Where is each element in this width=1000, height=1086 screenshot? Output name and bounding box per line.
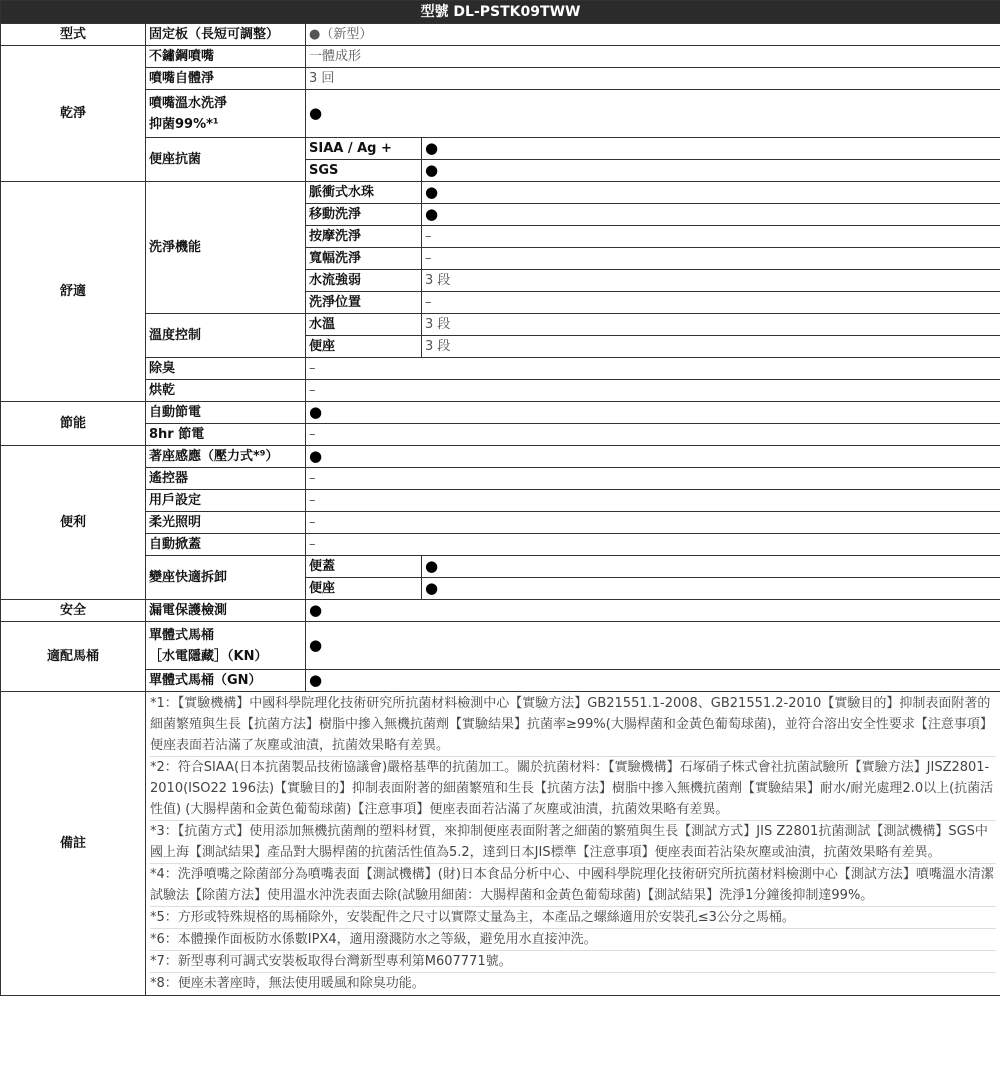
value-nozzle-self-clean: 3 回	[306, 68, 1000, 90]
label-dry: 烘乾	[146, 380, 306, 402]
value-leak-protection: ●	[306, 600, 1000, 622]
value-user-settings: –	[306, 490, 1000, 512]
category-comfort: 舒適	[1, 182, 146, 402]
label-nozzle-warm-wash-line2: 抑菌99%*¹	[149, 116, 219, 132]
category-safety: 安全	[1, 600, 146, 622]
value-pulse-water: ●	[422, 182, 1000, 204]
value-deodorize: –	[306, 358, 1000, 380]
note-3: *3：【抗菌方式】使用添加無機抗菌劑的塑料材質，來抑制便座表面附著之細菌的繁殖與生長【測試方式】JIS Z2801抗菌測試【測試機構】SGS中國上海【測試結果】產品對大腸桿菌的抗菌活性值為5.2，達到日本JIS標準【注意事項】便座表面若沾染灰塵或油漬，抗菌效果略有差異。	[150, 820, 996, 863]
label-seat-antibacterial: 便座抗菌	[146, 138, 306, 182]
category-convenience: 便利	[1, 446, 146, 600]
label-seat-sensor: 著座感應（壓力式*⁹）	[146, 446, 306, 468]
note-1: *1：【實驗機構】中國科學院理化技術研究所抗菌材料檢測中心【實驗方法】GB21551.1-2008、GB21551.2-2010【實驗目的】抑制表面附著的細菌繁殖與生長【抗菌方法】樹脂中摻入無機抗菌劑【實驗結果】抗菌率≥99%(大腸桿菌和金黃色葡萄球菌)，並符合溶出安全性要求【注意事項】便座表面若沾滿了灰塵或油漬，抗菌效果略有差異。	[150, 696, 993, 753]
category-notes: 備註	[1, 692, 146, 996]
value-lid: ●	[422, 556, 1000, 578]
label-quick-detach: 變座快適拆卸	[146, 556, 306, 600]
label-8hr-power-save: 8hr 節電	[146, 424, 306, 446]
label-wash-function: 洗淨機能	[146, 182, 306, 314]
label-pulse-water: 脈衝式水珠	[306, 182, 422, 204]
value-massage-wash: –	[422, 226, 1000, 248]
label-user-settings: 用戶設定	[146, 490, 306, 512]
label-nozzle-warm-wash	[146, 90, 306, 138]
value-sgs: ●	[422, 160, 1000, 182]
value-wash-position: –	[422, 292, 1000, 314]
value-seat: ●	[422, 578, 1000, 600]
value-auto-power-save: ●	[306, 402, 1000, 424]
label-toilet-kn-line1: 單體式馬桶	[149, 627, 215, 643]
value-8hr-power-save: –	[306, 424, 1000, 446]
note-4: *4：洗淨噴嘴之除菌部分為噴嘴表面【測試機構】(財)日本食品分析中心、中國科學院理化技術研究所抗菌材料檢測中心【測試方法】噴嘴溫水清潔試驗法【除菌方法】使用溫水沖洗表面去除(試驗用細菌：大腸桿菌和金黃色葡萄球菌)【測試結果】洗淨1分鐘後抑制達99%。	[150, 863, 996, 906]
label-nozzle-warm-wash-line1: 噴嘴溫水洗淨	[149, 95, 228, 111]
label-seat: 便座	[306, 578, 422, 600]
value-wide-wash: –	[422, 248, 1000, 270]
value-dry: –	[306, 380, 1000, 402]
label-massage-wash: 按摩洗淨	[306, 226, 422, 248]
label-auto-power-save: 自動節電	[146, 402, 306, 424]
notes-cell	[146, 692, 1000, 996]
label-seat-temp: 便座	[306, 336, 422, 358]
value-nozzle-warm-wash: ●	[306, 90, 1000, 138]
category-energy: 節能	[1, 402, 146, 446]
note-7: *7：新型專利可調式安裝板取得台灣新型專利第M607771號。	[150, 950, 996, 972]
label-water-temp: 水溫	[306, 314, 422, 336]
label-stainless-nozzle: 不鏽鋼噴嘴	[146, 46, 306, 68]
label-toilet-gn: 單體式馬桶（GN）	[146, 670, 306, 692]
value-siaa: ●	[422, 138, 1000, 160]
value-remote: –	[306, 468, 1000, 490]
label-lid: 便蓋	[306, 556, 422, 578]
label-moving-wash: 移動洗淨	[306, 204, 422, 226]
category-type: 型式	[1, 24, 146, 46]
value-fixed-plate: ●（新型）	[306, 24, 1000, 46]
note-6: *6：本體操作面板防水係數IPX4，適用潑濺防水之等級，避免用水直接沖洗。	[150, 928, 996, 950]
value-moving-wash: ●	[422, 204, 1000, 226]
note-5: *5：方形或特殊規格的馬桶除外，安裝配件之尺寸以實際丈量為主，本產品之螺絲適用於安裝孔≤3公分之馬桶。	[150, 906, 996, 928]
value-water-temp: 3 段	[422, 314, 1000, 336]
label-fixed-plate: 固定板（長短可調整）	[146, 24, 306, 46]
category-compatible-toilet: 適配馬桶	[1, 622, 146, 692]
label-leak-protection: 漏電保護檢測	[146, 600, 306, 622]
label-temp-control: 溫度控制	[146, 314, 306, 358]
label-siaa: SIAA / Ag +	[306, 138, 422, 160]
value-water-strength: 3 段	[422, 270, 1000, 292]
label-nozzle-self-clean: 噴嘴自體淨	[146, 68, 306, 90]
value-auto-lid: –	[306, 534, 1000, 556]
value-toilet-gn: ●	[306, 670, 1000, 692]
note-8: *8：便座未著座時，無法使用暖風和除臭功能。	[150, 972, 996, 994]
label-water-strength: 水流強弱	[306, 270, 422, 292]
note-2: *2：符合SIAA(日本抗菌製品技術協議會)嚴格基準的抗菌加工。關於抗菌材料：【實驗機構】石塚硝子株式會社抗菌試驗所【實驗方法】JISZ2801-2010(ISO22 196法)【實驗目的】抑制表面附著的細菌繁殖和生長【抗菌方法】樹脂中摻入無機抗菌劑【實驗結果】耐水/耐光處理2.0以上(抗菌活性值) (大腸桿菌和金黃色葡萄球菌)【注意事項】便座表面若沾滿了灰塵或油漬，抗菌效果略有差異。	[150, 756, 996, 820]
label-sgs: SGS	[306, 160, 422, 182]
label-soft-light: 柔光照明	[146, 512, 306, 534]
label-toilet-kn	[146, 622, 306, 670]
label-deodorize: 除臭	[146, 358, 306, 380]
value-stainless-nozzle: 一體成形	[306, 46, 1000, 68]
label-wash-position: 洗淨位置	[306, 292, 422, 314]
value-soft-light: –	[306, 512, 1000, 534]
category-clean: 乾淨	[1, 46, 146, 182]
model-title: 型號 DL-PSTK09TWW	[1, 1, 1000, 24]
label-wide-wash: 寬幅洗淨	[306, 248, 422, 270]
value-toilet-kn: ●	[306, 622, 1000, 670]
label-auto-lid: 自動掀蓋	[146, 534, 306, 556]
label-remote: 遙控器	[146, 468, 306, 490]
value-seat-temp: 3 段	[422, 336, 1000, 358]
value-seat-sensor: ●	[306, 446, 1000, 468]
label-toilet-kn-line2: ［水電隱藏］（KN）	[149, 648, 268, 664]
